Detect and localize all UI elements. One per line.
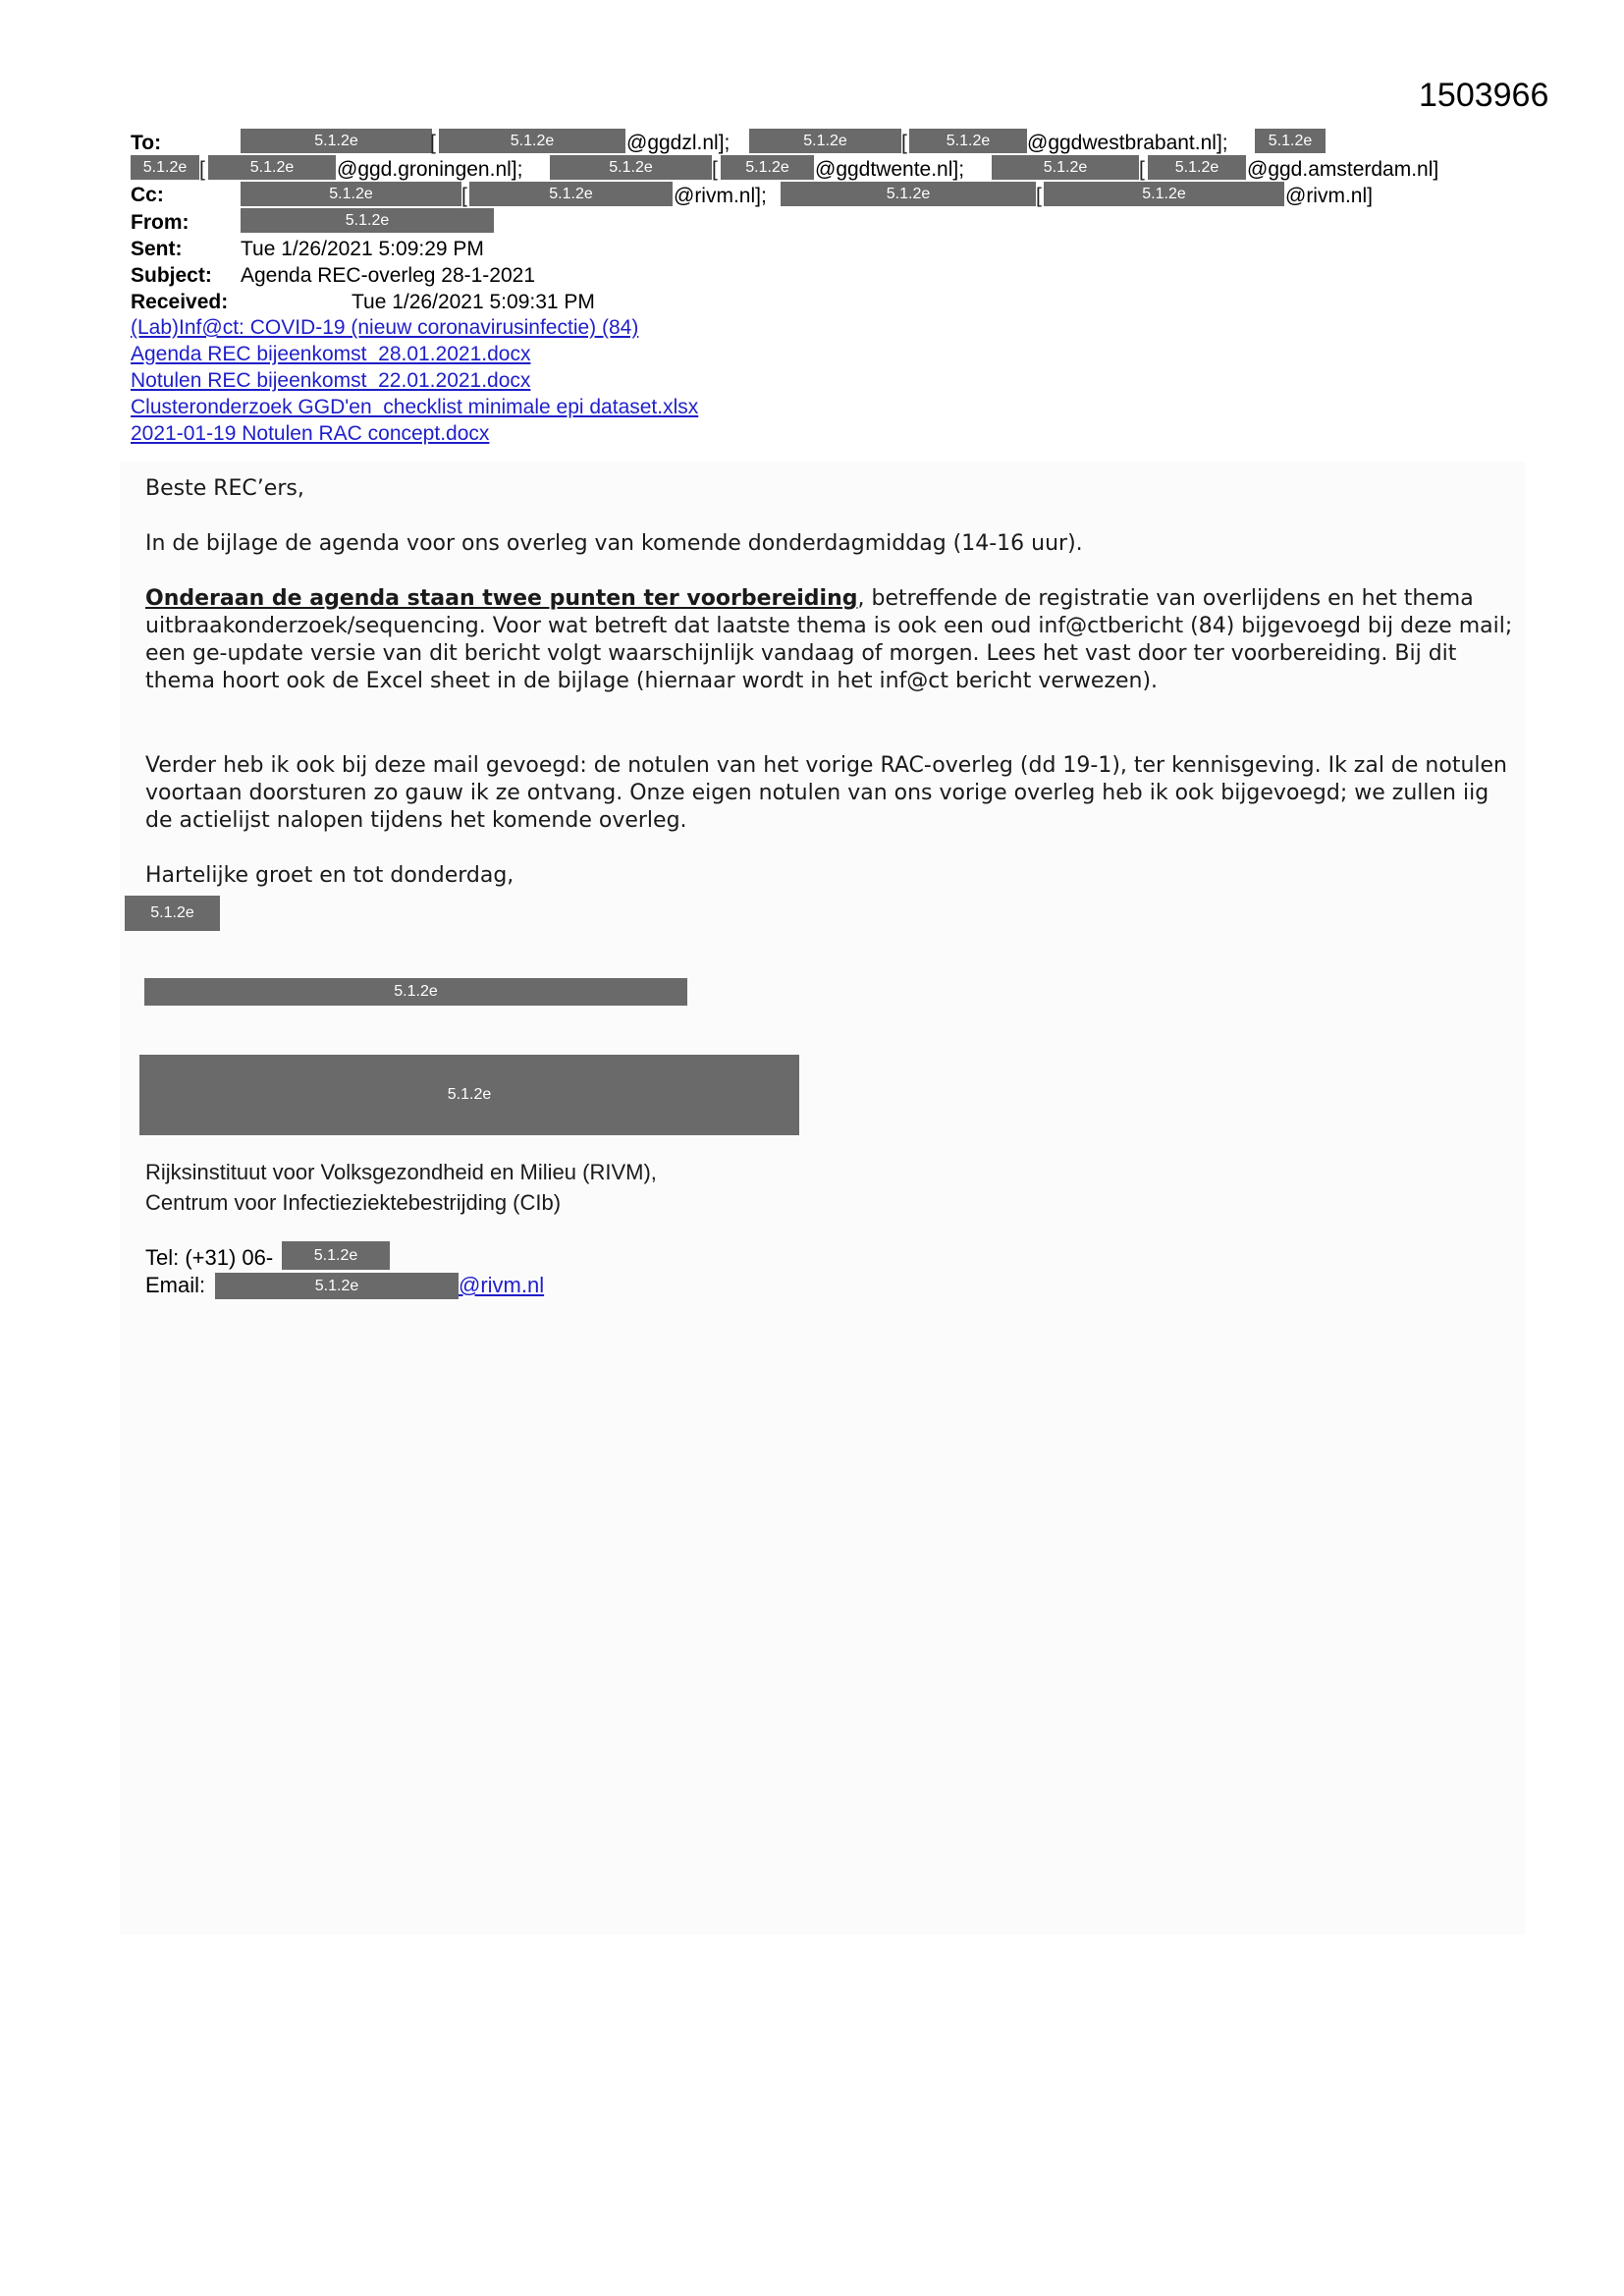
received-value: Tue 1/26/2021 5:09:31 PM — [352, 291, 595, 313]
redaction-box: 5.1.2e — [139, 1055, 799, 1135]
redaction-box: 5.1.2e — [144, 978, 687, 1006]
bracket: [ — [1036, 185, 1042, 207]
closing: Hartelijke groet en tot donderdag, — [145, 863, 514, 888]
paragraph-text: , betreffende de registratie van overlijdens en het thema uitbraakonderzoek/sequencing. Voor wat betreft dat laatste thema is ook een oud inf@ctbericht (84) bijgevoegd bij deze mail; een ge-update versie van dit bericht volgt waarschijnlijk vandaag of morgen. Lees het vast door ter voorbereiding. Bij dit thema hoort ook de Excel sheet in de bijlage (hiernaar wordt in het inf@ct bericht verwezen). — [145, 586, 1513, 693]
email-domain: @ggdwestbrabant.nl]; — [1027, 132, 1228, 154]
redaction-box: 5.1.2e — [125, 896, 220, 931]
paragraph-agenda: In de bijlage de agenda voor ons overleg van komende donderdagmiddag (14-16 uur). — [145, 531, 1083, 556]
redaction-box: 5.1.2e — [439, 129, 625, 153]
sent-value: Tue 1/26/2021 5:09:29 PM — [241, 238, 484, 260]
email-domain: @ggdtwente.nl]; — [815, 158, 965, 181]
email-link[interactable]: @rivm.nl — [459, 1273, 545, 1297]
redaction-box: 5.1.2e — [1044, 182, 1284, 206]
redaction-box: 5.1.2e — [469, 182, 673, 206]
subject-value: Agenda REC-overleg 28-1-2021 — [241, 264, 536, 287]
redaction-box: 5.1.2e — [208, 155, 336, 180]
emphasis-text: Onderaan de agenda staan twee punten ter voorbereiding — [145, 586, 858, 611]
redaction-box: 5.1.2e — [282, 1241, 390, 1270]
redaction-box: 5.1.2e — [909, 129, 1027, 153]
email-domain: @rivm.nl] — [1285, 185, 1373, 207]
signature-org: Rijksinstituut voor Volksgezondheid en Milieu (RIVM), — [145, 1160, 657, 1184]
redaction-box: 5.1.2e — [550, 155, 712, 180]
redaction-box: 5.1.2e — [241, 182, 461, 206]
document-id: 1503966 — [1419, 77, 1549, 114]
received-label: Received: — [131, 291, 229, 313]
tel-label: Tel: (+31) 06- — [145, 1245, 274, 1270]
attachment-link[interactable]: 2021-01-19 Notulen RAC concept.docx — [131, 422, 490, 445]
email-domain: @ggd.groningen.nl]; — [337, 158, 523, 181]
redaction-box: 5.1.2e — [992, 155, 1139, 180]
sent-label: Sent: — [131, 238, 183, 260]
to-label: To: — [131, 132, 162, 154]
email-domain: @ggd.amsterdam.nl] — [1247, 158, 1439, 181]
redaction-box: 5.1.2e — [721, 155, 814, 180]
bracket: [ — [901, 132, 907, 154]
redaction-box: 5.1.2e — [131, 155, 199, 180]
redaction-box: 5.1.2e — [781, 182, 1036, 206]
paragraph-preparation — [145, 585, 1520, 695]
attachment-link[interactable]: Clusteronderzoek GGD'en_checklist minimale epi dataset.xlsx — [131, 396, 699, 418]
redaction-box: 5.1.2e — [241, 208, 494, 233]
redaction-box: 5.1.2e — [241, 129, 432, 153]
greeting: Beste REC’ers, — [145, 476, 304, 501]
cc-label: Cc: — [131, 184, 164, 206]
paragraph-notulen: Verder heb ik ook bij deze mail gevoegd: de notulen van het vorige RAC-overleg (dd 19-1), ter kennisgeving. Ik zal de notulen voortaan doorsturen zo gauw ik ze ontvang. Onze eigen notulen van ons vorige overleg heb ik ook bijgevoegd; we zullen iig de actielijst nalopen tijdens het komende overleg. — [145, 753, 1507, 833]
redaction-box: 5.1.2e — [749, 129, 901, 153]
attachment-link[interactable]: (Lab)Inf@ct: COVID-19 (nieuw coronavirusinfectie) (84) — [131, 316, 639, 339]
bracket: [ — [712, 158, 718, 181]
subject-label: Subject: — [131, 264, 212, 287]
bracket: [ — [461, 185, 467, 207]
bracket: [ — [199, 158, 205, 181]
bracket: [ — [1139, 158, 1145, 181]
redaction-box: 5.1.2e — [215, 1273, 459, 1299]
bracket: [ — [430, 132, 436, 154]
attachment-link[interactable]: Agenda REC bijeenkomst_28.01.2021.docx — [131, 343, 531, 365]
email-domain: @rivm.nl]; — [674, 185, 767, 207]
attachment-link[interactable]: Notulen REC bijeenkomst_22.01.2021.docx — [131, 369, 531, 392]
email-domain: @ggdzl.nl]; — [626, 132, 731, 154]
redaction-box: 5.1.2e — [1148, 155, 1246, 180]
from-label: From: — [131, 211, 189, 234]
email-label: Email: — [145, 1273, 206, 1297]
signature-department: Centrum voor Infectieziektebestrijding (CIb) — [145, 1190, 562, 1215]
redaction-box: 5.1.2e — [1255, 129, 1326, 153]
